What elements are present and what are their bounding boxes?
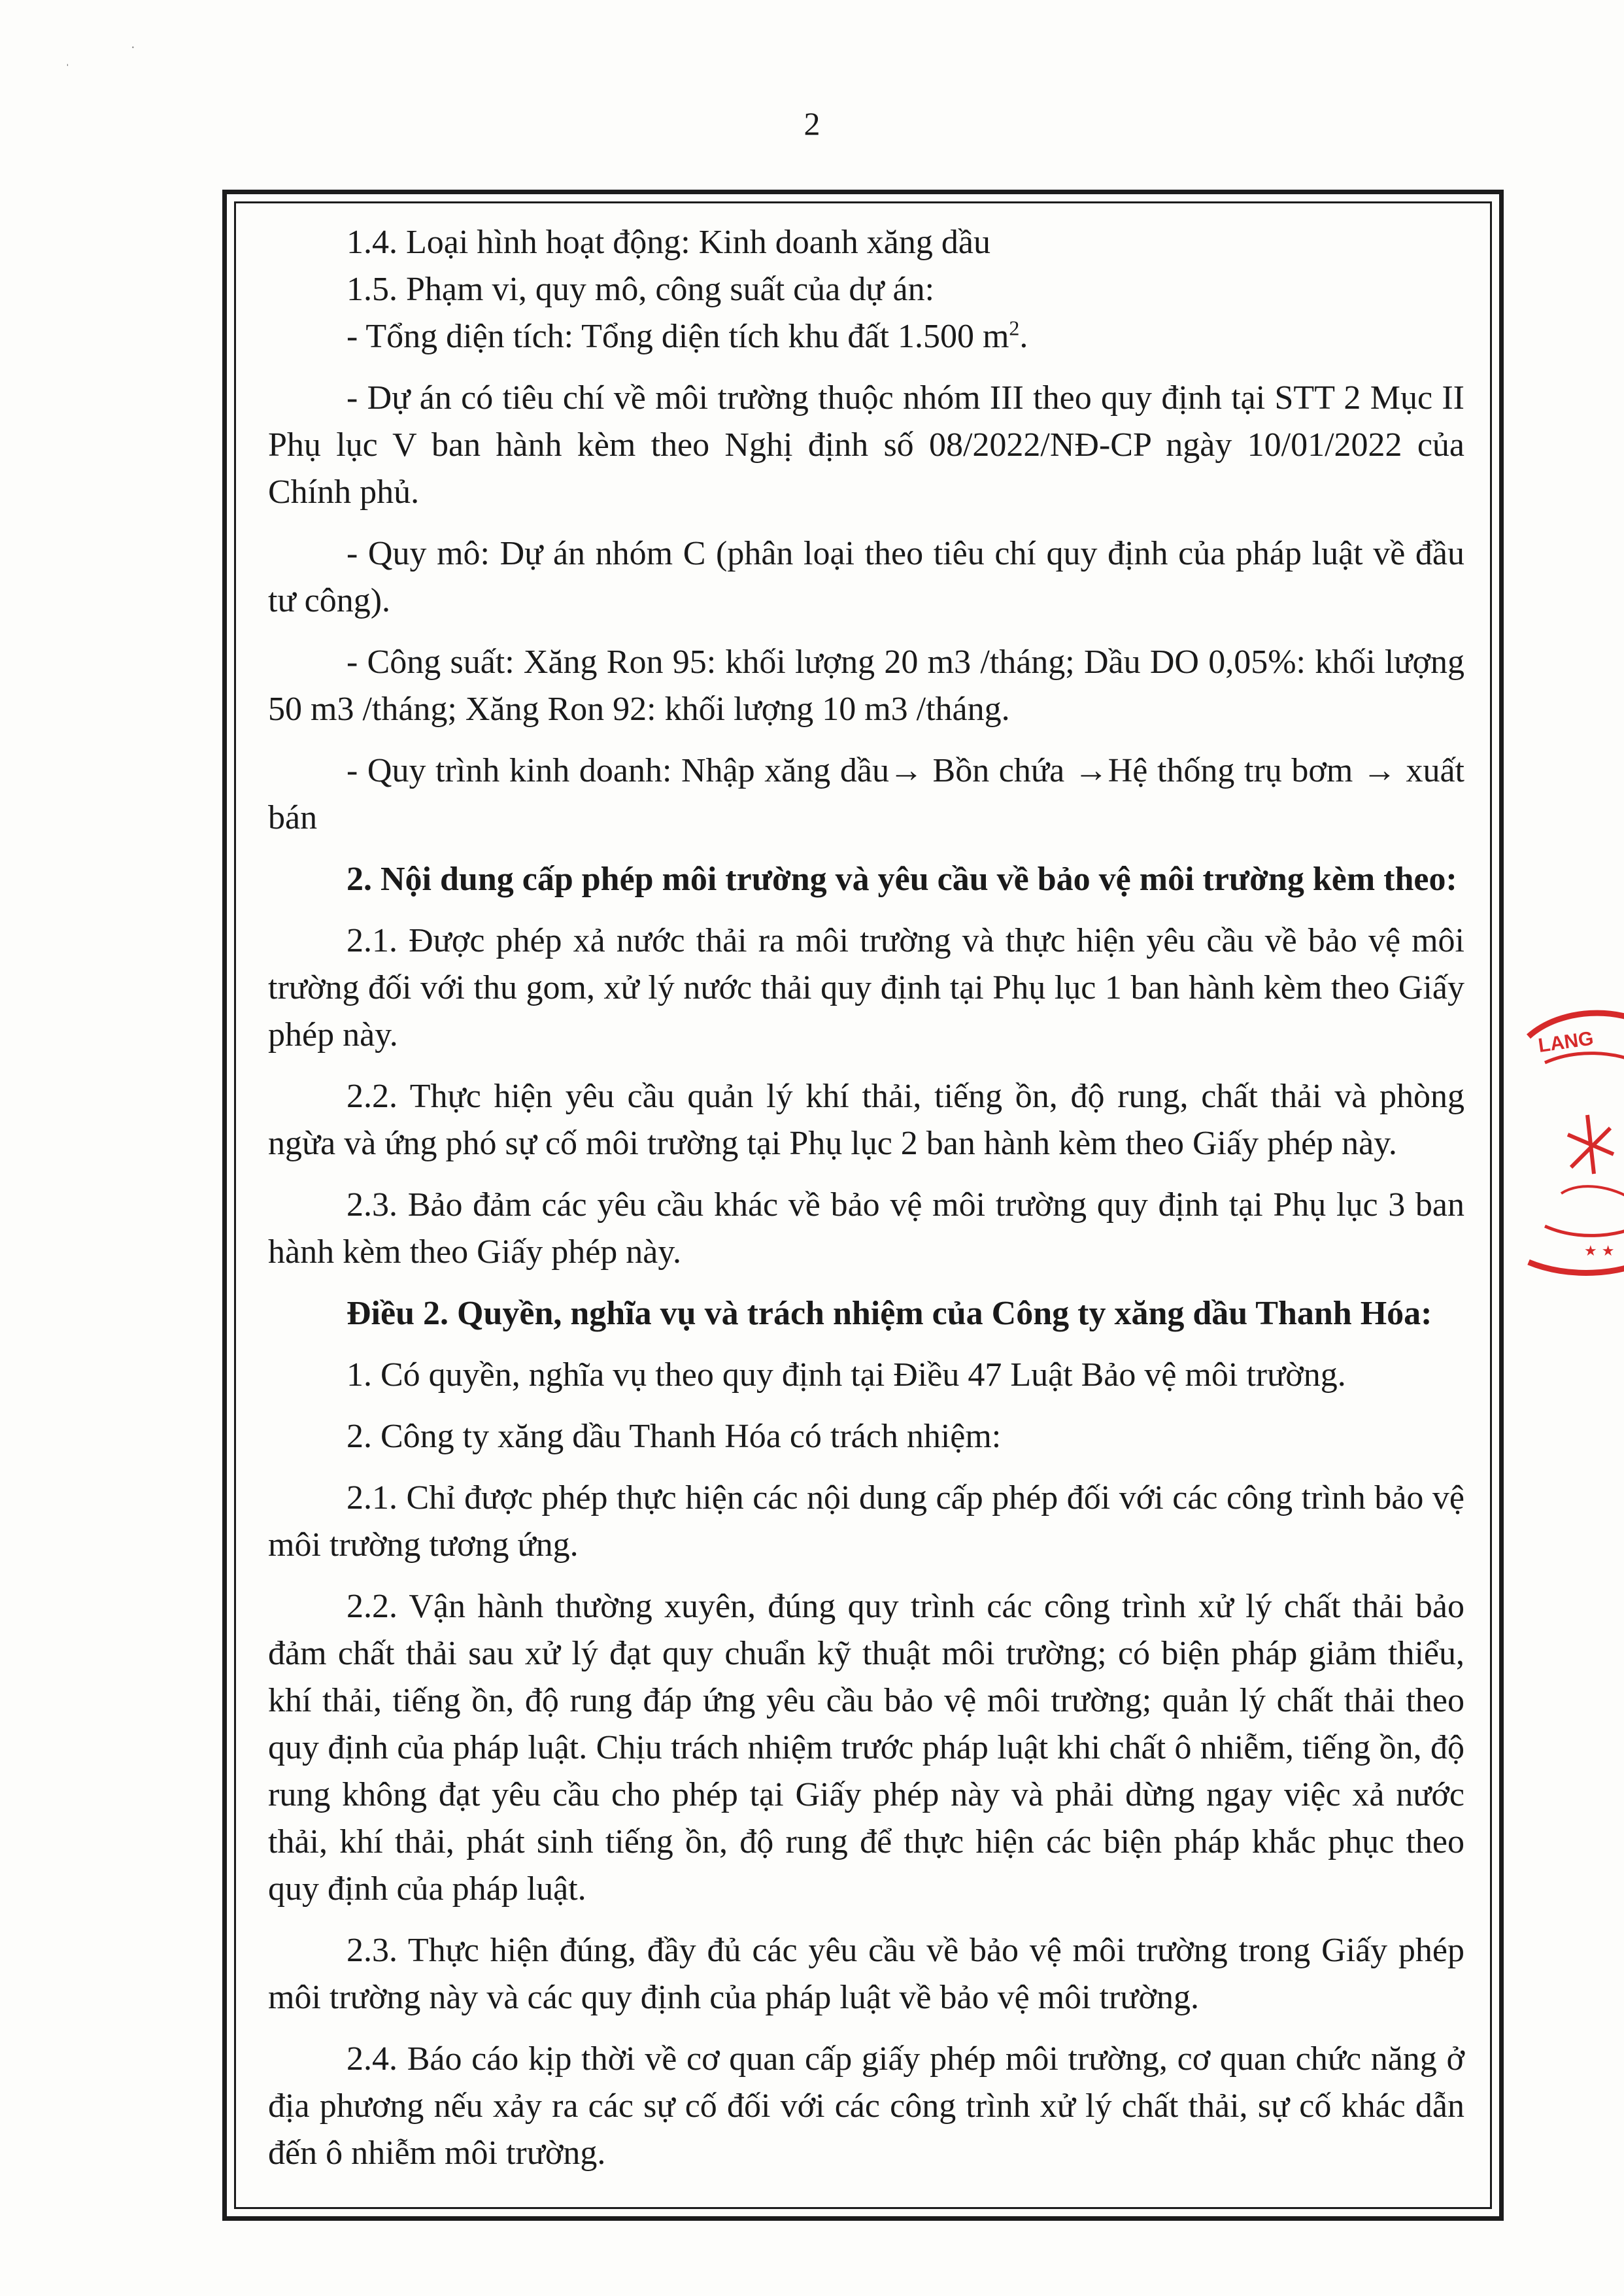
total-area-text: - Tổng diện tích: Tổng diện tích khu đất 1.500 m [347,318,1009,355]
section2-item-2-3: 2.3. Bảo đảm các yêu cầu khác về bảo vệ môi trường quy định tại Phụ lục 3 ban hành kèm theo Giấy phép này. [268,1186,1464,1271]
total-area [268,313,1464,360]
article2-item-2-3: 2.3. Thực hiện đúng, đầy đủ các yêu cầu về bảo vệ môi trường trong Giấy phép môi trường này và các quy định của pháp luật về bảo vệ môi trường. [268,1932,1464,2016]
business-process: - Quy trình kinh doanh: Nhập xăng dầu→ Bồn chứa →Hệ thống trụ bơm → xuất bán [268,752,1464,836]
total-area-end: . [1019,318,1028,355]
article2-item-2-1: 2.1. Chỉ được phép thực hiện các nội dung cấp phép đối với các công trình bảo vệ môi trường tương ứng. [268,1479,1464,1564]
area-exponent: 2 [1009,316,1020,340]
article2-item-1: 1. Có quyền, nghĩa vụ theo quy định tại Điều 47 Luật Bảo vệ môi trường. [347,1356,1346,1394]
article2-item-2: 2. Công ty xăng dầu Thanh Hóa có trách nhiệm: [347,1418,1002,1455]
section2-item-2-2: 2.2. Thực hiện yêu cầu quản lý khí thải, tiếng ồn, độ rung, chất thải và phòng ngừa và ứng phó sự cố môi trường tại Phụ lục 2 ban hành kèm theo Giấy phép này. [268,1078,1464,1162]
red-seal-stamp-icon [1522,1004,1624,1278]
article2-item-2-4: 2.4. Báo cáo kịp thời về cơ quan cấp giấy phép môi trường, cơ quan chức năng ở địa phương nếu xảy ra các sự cố đối với các công trình xử lý chất thải, sự cố khác dẫn đến ô nhiễm môi trường. [268,2040,1464,2172]
section2-item-2-1: 2.1. Được phép xả nước thải ra môi trường và thực hiện yêu cầu về bảo vệ môi trường đối với thu gom, xử lý nước thải quy định tại Phụ lục 1 ban hành kèm theo Giấy phép này. [268,922,1464,1054]
article2-heading: Điều 2. Quyền, nghĩa vụ và trách nhiệm của Công ty xăng dầu Thanh Hóa: [347,1295,1432,1332]
svg-text:★ ★: ★ ★ [1584,1243,1615,1259]
page-number: 2 [804,105,820,142]
document-body [268,219,1464,2177]
scope-heading: 1.5. Phạm vi, quy mô, công suất của dự án: [347,271,935,308]
scan-speck: ˈ [65,62,70,77]
section2-heading: 2. Nội dung cấp phép môi trường và yêu cầu về bảo vệ môi trường kèm theo: [347,861,1457,898]
project-capacity: - Công suất: Xăng Ron 95: khối lượng 20 m3 /tháng; Dầu DO 0,05%: khối lượng 50 m3 /tháng; Xăng Ron 92: khối lượng 10 m3 /tháng. [268,643,1464,728]
article2-item-2-2: 2.2. Vận hành thường xuyên, đúng quy trình các công trình xử lý chất thải bảo đảm chất thải sau xử lý đạt quy chuẩn kỹ thuật môi trường; có biện pháp giảm thiểu, khí thải, tiếng ồn, độ rung đáp ứng yêu cầu bảo vệ môi trường; quản lý chất thải theo quy định của pháp luật. Chịu trách nhiệm trước pháp luật khi chất ô nhiễm, tiếng ồn, độ rung không đạt yêu cầu cho phép tại Giấy phép này và phải dừng ngay việc xả nước thải, khí thải, phát sinh tiếng ồn, độ rung để thực hiện các biện pháp khắc phục theo quy định của pháp luật. [268,1588,1464,1908]
project-scale: - Quy mô: Dự án nhóm C (phân loại theo tiêu chí quy định của pháp luật về đầu tư công). [268,535,1464,619]
env-criteria: - Dự án có tiêu chí về môi trường thuộc nhóm III theo quy định tại STT 2 Mục II Phụ lục V ban hành kèm theo Nghị định số 08/2022/NĐ-CP ngày 10/01/2022 của Chính phủ. [268,379,1464,511]
stamp-lettering: LANG [1536,1027,1595,1057]
scan-speck: · [131,41,135,55]
activity-type: 1.4. Loại hình hoạt động: Kinh doanh xăng dầu [347,224,990,261]
